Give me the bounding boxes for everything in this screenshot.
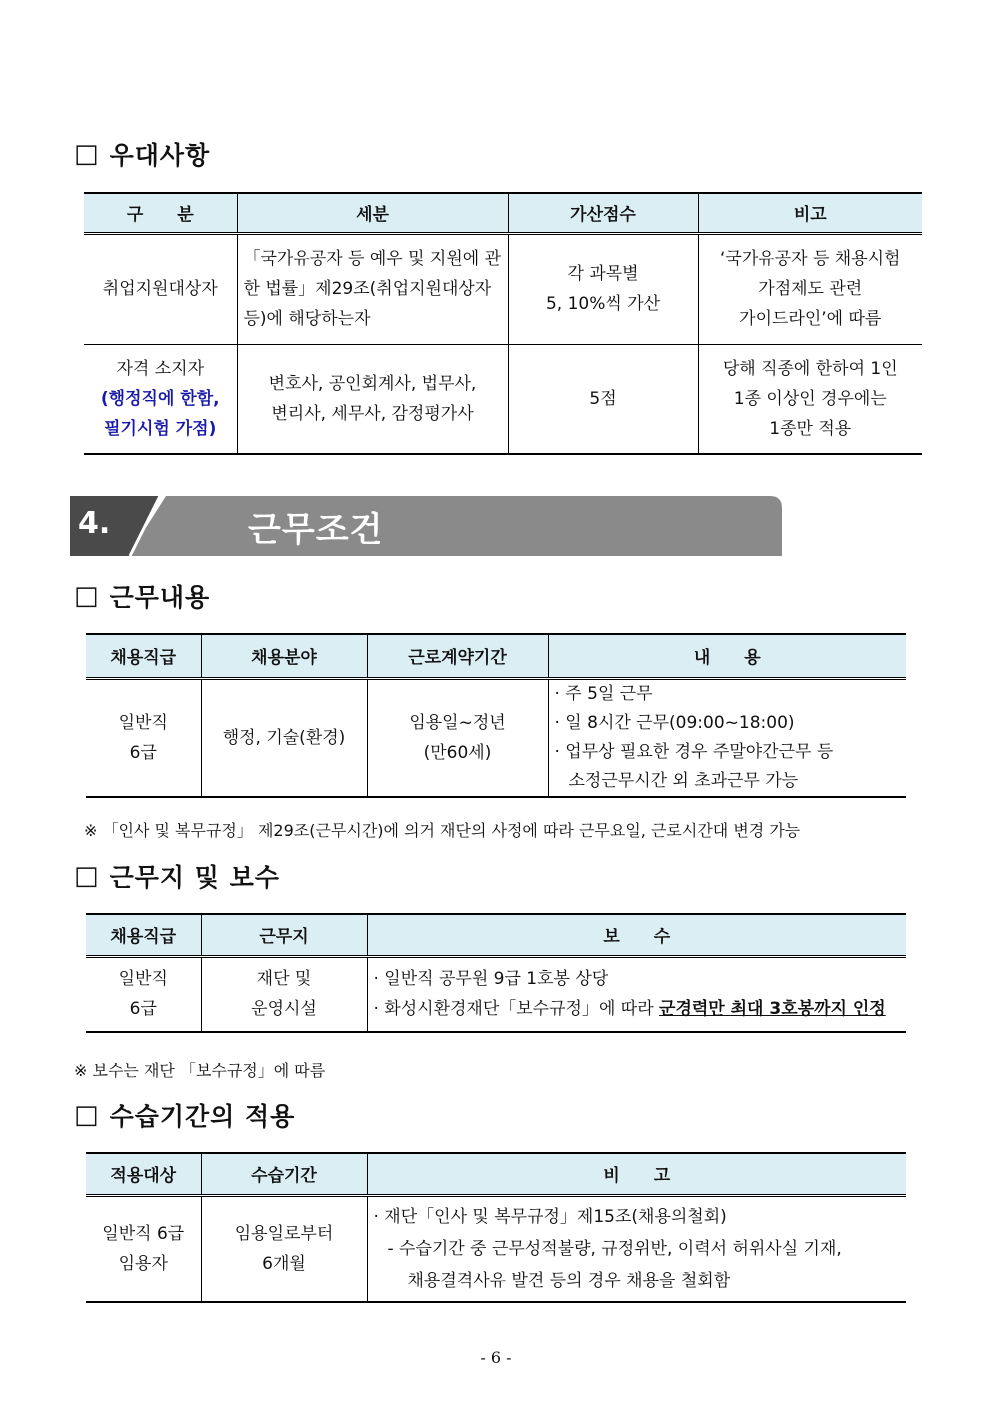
heading-text: 근무내용	[109, 583, 211, 612]
detail-cell: 변호사, 공인회계사, 법무사, 변리사, 세무사, 감정평가사	[237, 344, 508, 454]
section-heading-pay	[74, 858, 280, 894]
points-cell: 각 과목별 5, 10%씩 가산	[508, 233, 698, 344]
section-heading-work	[74, 578, 210, 614]
probation-table	[86, 1152, 906, 1303]
header-category: 구 분	[84, 193, 237, 233]
heading-text: 수습기간의 적용	[109, 1102, 296, 1131]
table-row	[84, 344, 922, 454]
work-note: ※ 「인사 및 복무규정」 제29조(근무시간)에 의거 재단의 사정에 따라 근무요일, 근로시간대 변경 가능	[84, 821, 801, 840]
checkbox-icon: □	[74, 1100, 100, 1130]
page-number: - 6 -	[480, 1348, 512, 1367]
preference-table	[84, 192, 922, 455]
section-heading-preference	[74, 136, 210, 172]
grade-cell: 일반직 6급	[86, 956, 201, 1032]
table-row	[84, 233, 922, 344]
points-cell: 5점	[508, 344, 698, 454]
section-title: 근무조건	[248, 510, 384, 550]
header-field: 채용분야	[201, 634, 367, 678]
header-remark: 비고	[698, 193, 922, 233]
field-cell: 행정, 기술(환경)	[201, 678, 367, 797]
category-cell: 자격 소지자 (행정직에 한함, 필기시험 가점)	[84, 344, 237, 454]
category-cell: 취업지원대상자	[84, 233, 237, 344]
header-period: 근로계약기간	[367, 634, 548, 678]
pay-note: ※ 보수는 재단 「보수규정」에 따름	[74, 1061, 326, 1080]
remark-cell: 당해 직종에 한하여 1인 1종 이상인 경우에는 1종만 적용	[698, 344, 922, 454]
grade-cell: 일반직 6급	[86, 678, 201, 797]
header-place: 근무지	[201, 914, 367, 956]
header-grade: 채용직급	[86, 634, 201, 678]
target-cell: 일반직 6급 임용자	[86, 1195, 201, 1302]
period-cell: 임용일로부터 6개월	[201, 1195, 367, 1302]
banner-shape	[70, 496, 782, 556]
section-banner	[70, 496, 782, 556]
table-row	[86, 1195, 906, 1302]
place-cell: 재단 및 운영시설	[201, 956, 367, 1032]
period-cell: 임용일~정년 (만60세)	[367, 678, 548, 797]
header-period: 수습기간	[201, 1153, 367, 1195]
header-pay: 보 수	[367, 914, 906, 956]
header-grade: 채용직급	[86, 914, 201, 956]
pay-content-cell: · 일반직 공무원 9급 1호봉 상당 · 화성시환경재단「보수규정」에 따라 군경력만 최대 3호봉까지 인정	[367, 956, 906, 1032]
table-row	[86, 956, 906, 1032]
checkbox-icon: □	[74, 861, 100, 891]
remark-cell: ‘국가유공자 등 채용시험 가점제도 관련 가이드라인’에 따름	[698, 233, 922, 344]
pay-table	[86, 913, 906, 1033]
heading-text: 근무지 및 보수	[109, 863, 280, 892]
header-detail: 세분	[237, 193, 508, 233]
military-career-emphasis: 군경력만 최대 3호봉까지 인정	[659, 999, 886, 1020]
detail-cell: 「국가유공자 등 예우 및 지원에 관 한 법률」제29조(취업지원대상자 등)에 해당하는자	[237, 233, 508, 344]
section-heading-probation	[74, 1097, 295, 1133]
table-row	[86, 678, 906, 797]
header-content: 내 용	[548, 634, 906, 678]
checkbox-icon: □	[74, 581, 100, 611]
heading-text: 우대사항	[109, 141, 211, 170]
header-target: 적용대상	[86, 1153, 201, 1195]
header-points: 가산점수	[508, 193, 698, 233]
remark-cell: · 재단「인사 및 복무규정」제15조(채용의철회) - 수습기간 중 근무성적불량, 규정위반, 이력서 허위사실 기재, 채용결격사유 발견 등의 경우 채용을 철회함	[367, 1195, 906, 1302]
header-remark: 비 고	[367, 1153, 906, 1195]
section-number: 4.	[78, 506, 111, 541]
checkbox-icon: □	[74, 139, 100, 169]
work-table	[86, 633, 906, 798]
content-cell: · 주 5일 근무 · 일 8시간 근무(09:00~18:00) · 업무상 필요한 경우 주말야간근무 등 소정근무시간 외 초과근무 가능	[548, 678, 906, 797]
